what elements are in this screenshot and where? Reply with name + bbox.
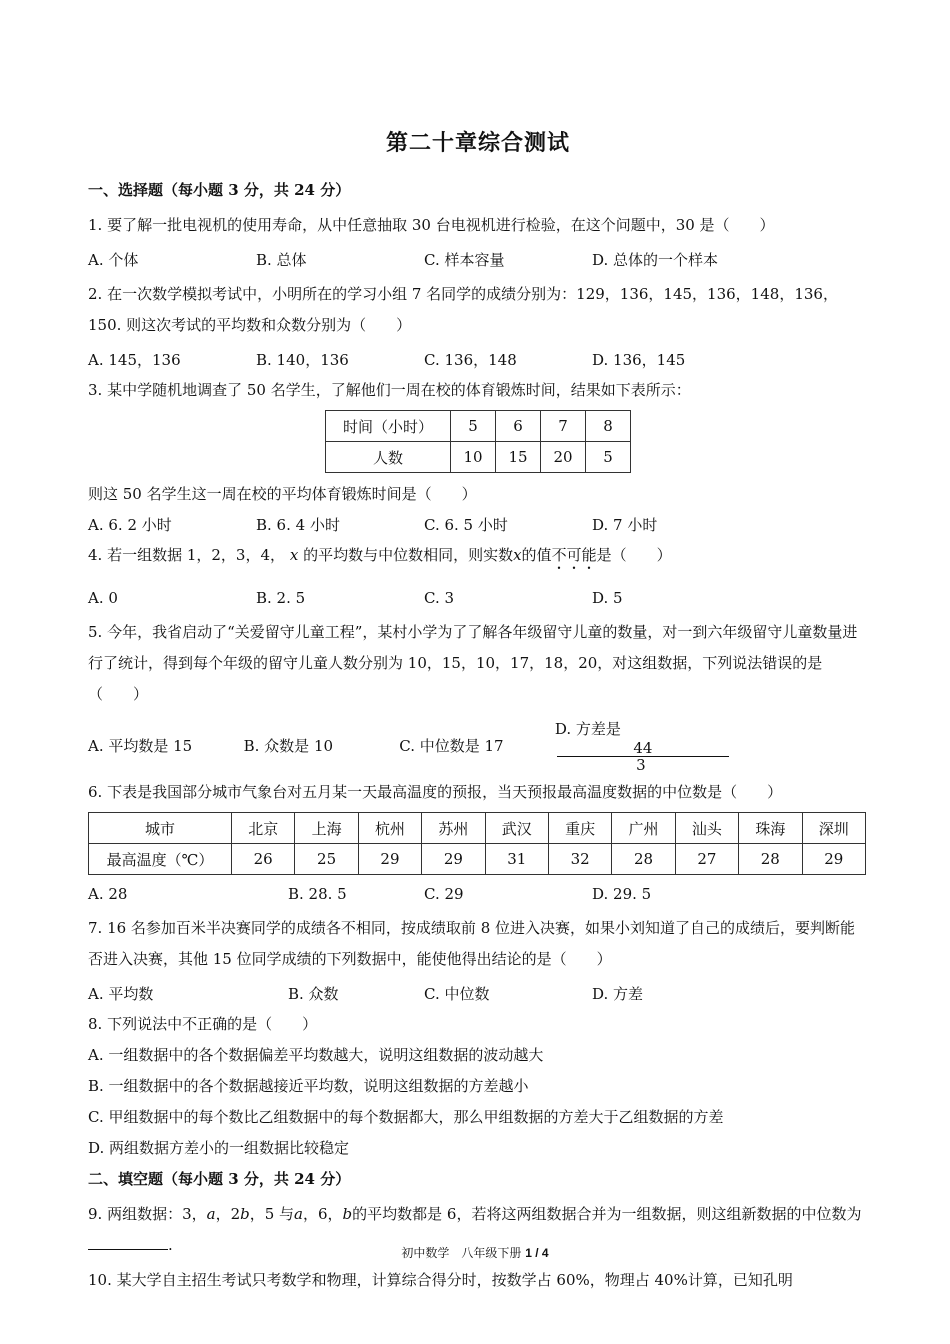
question-4-options (88, 587, 868, 609)
fraction (557, 740, 725, 773)
option-b: B. 28. 5 (288, 885, 347, 903)
option-d: D. 总体的一个样本 (592, 251, 719, 269)
option-c: C. 29 (424, 885, 464, 903)
section-fill-heading: 二、填空题（每小题 3 分，共 24 分） (88, 1170, 351, 1188)
question-6: 6. 下表是我国部分城市气象台对五月某一天最高温度的预报，当天预报最高温度数据的中位数是（ ） (88, 783, 783, 801)
table-row (326, 411, 631, 442)
option-a: A. 145，136 (88, 351, 181, 369)
table-row (89, 844, 866, 875)
table-cell: 32 (548, 844, 611, 875)
option-c: C. 中位数是 17 (399, 736, 504, 755)
table-cell: 25 (295, 844, 358, 875)
table-cell: 苏州 (422, 813, 485, 844)
fraction-numerator: 44 (557, 740, 729, 757)
question-7-options (88, 983, 868, 1005)
option-d: D. 136，145 (592, 351, 686, 369)
table-cell: 5 (451, 411, 496, 442)
variable-x: x (513, 546, 522, 564)
option-c: C. 6. 5 小时 (424, 516, 508, 534)
table-cell: 7 (541, 411, 586, 442)
question-10: 10. 某大学自主招生考试只考数学和物理，计算综合得分时，按数学占 60%，物理占 40%计算，已知孔明 (88, 1271, 793, 1289)
question-3-options (88, 514, 868, 536)
option-a: A. 个体 (88, 251, 139, 269)
option-d: D. 7 小时 (592, 516, 658, 534)
option-c: C. 中位数 (424, 985, 490, 1003)
variable-a: a (206, 1205, 216, 1223)
footer-text: 初中数学 八年级下册 (401, 1246, 522, 1260)
variable-a: a (294, 1205, 303, 1223)
question-2-options (88, 349, 868, 371)
option-c: C. 3 (424, 589, 455, 607)
option-d: D. 29. 5 (592, 885, 652, 903)
table-cell: 29 (422, 844, 485, 875)
option-c: C. 甲组数据中的每个数比乙组数据中的每个数据都大，那么甲组数据的方差大于乙组数据的方差 (88, 1108, 724, 1126)
table-cell: 杭州 (358, 813, 421, 844)
table-cell: 15 (496, 442, 541, 473)
table-cell: 北京 (232, 813, 295, 844)
option-b: B. 众数是 10 (243, 736, 334, 755)
option-d-text: D. 方差是 (554, 720, 621, 738)
option-a: A. 6. 2 小时 (88, 516, 172, 534)
page-footer (0, 1244, 950, 1261)
table-cell: 汕头 (675, 813, 738, 844)
question-4-text: 的值 (521, 546, 552, 564)
table-cell: 人数 (326, 442, 451, 473)
variable-b: b (240, 1205, 250, 1223)
table-cell: 8 (586, 411, 631, 442)
table-row (89, 813, 866, 844)
exam-page (88, 118, 868, 1300)
table-cell: 28 (739, 844, 802, 875)
section-choice-heading: 一、选择题（每小题 3 分，共 24 分） (88, 181, 351, 199)
question-1: 1. 要了解一批电视机的使用寿命，从中任意抽取 30 台电视机进行检验，在这个问题中，30 是（ ） (88, 216, 775, 234)
question-5-options (88, 718, 868, 773)
option-a: A. 平均数是 15 (88, 736, 193, 755)
question-9-text: ，5 与 (249, 1205, 295, 1223)
option-b: B. 2. 5 (256, 589, 306, 607)
question-2: 2. 在一次数学模拟考试中，小明所在的学习小组 7 名同学的成绩分别为：129，136，145，136，148，136，150. 则这次考试的平均数和众数分别为（ ） (88, 285, 838, 334)
question-4-text: 的平均数与中位数相同，则实数 (303, 546, 514, 564)
question-9-text: ，6， (303, 1205, 343, 1223)
question-4 (88, 544, 868, 573)
option-a: A. 平均数 (88, 985, 154, 1003)
option-d: D. 5 (592, 589, 623, 607)
table-row (326, 442, 631, 473)
question-4-text: 4. 若一组数据 1，2，3，4， (88, 546, 286, 564)
table-cell: 城市 (89, 813, 232, 844)
page-title: 第二十章综合测试 (385, 130, 570, 156)
question-7: 7. 16 名参加百米半决赛同学的成绩各不相同，按成绩取前 8 位进入决赛，如果小刘知道了自己的成绩后，要判断能否进入决赛，其他 15 位同学成绩的下列数据中，能使他得出结论的是（ ） (88, 919, 856, 968)
table-cell: 重庆 (548, 813, 611, 844)
option-d: D. 方差 (592, 985, 644, 1003)
table-cell: 28 (612, 844, 675, 875)
option-b: B. 140，136 (256, 351, 349, 369)
table-cell: 29 (358, 844, 421, 875)
page-number: 1 / 4 (525, 1246, 549, 1260)
option-b: B. 众数 (288, 985, 339, 1003)
option-a: A. 0 (88, 589, 118, 607)
emphasis-text: 不可能 (551, 546, 597, 564)
table-cell: 29 (802, 844, 865, 875)
table-cell: 6 (496, 411, 541, 442)
option-c: C. 136，148 (424, 351, 517, 369)
table-cell: 深圳 (802, 813, 865, 844)
table-cell: 27 (675, 844, 738, 875)
question-3-prompt: 则这 50 名学生这一周在校的平均体育锻炼时间是（ ） (88, 485, 477, 503)
option-d (555, 718, 868, 773)
table-cell: 5 (586, 442, 631, 473)
fraction-denominator: 3 (636, 756, 646, 774)
table-cell: 20 (541, 442, 586, 473)
table-cell: 珠海 (739, 813, 802, 844)
table-cell: 31 (485, 844, 548, 875)
table-cell: 时间（小时） (326, 411, 451, 442)
question-9-text: ，2 (215, 1205, 241, 1223)
question-1-options (88, 249, 868, 271)
question-9-text: 的平均数都是 6，若将这两组数据合并为一组数据，则这组新数据的中位数为 (352, 1205, 862, 1223)
question-3: 3. 某中学随机地调查了 50 名学生，了解他们一周在校的体育锻炼时间，结果如下表所示： (88, 381, 691, 399)
question-6-options (88, 883, 868, 905)
variable-b: b (342, 1205, 353, 1223)
variable-x: x (289, 546, 299, 564)
question-5: 5. 今年，我省启动了“关爱留守儿童工程”，某村小学为了了解各年级留守儿童的数量，对一到六年级留守儿童数量进行了统计，得到每个年级的留守儿童人数分别为 10，15，10，17，18，20，对这组数据，下列说法错误的是（ ） (88, 623, 858, 703)
table-cell: 广州 (612, 813, 675, 844)
city-temperature-table (88, 812, 866, 875)
option-b: B. 一组数据中的各个数据越接近平均数，说明这组数据的方差越小 (88, 1077, 529, 1095)
option-b: B. 总体 (256, 251, 307, 269)
table-cell: 上海 (295, 813, 358, 844)
table-cell: 武汉 (485, 813, 548, 844)
option-a: A. 一组数据中的各个数据偏差平均数越大，说明这组数据的波动越大 (88, 1046, 544, 1064)
table-cell: 最高温度（℃） (89, 844, 232, 875)
question-4-text: 是（ ） (596, 546, 672, 564)
option-d: D. 两组数据方差小的一组数据比较稳定 (88, 1139, 350, 1157)
option-a: A. 28 (88, 885, 128, 903)
exercise-time-table (325, 410, 631, 473)
table-cell: 10 (451, 442, 496, 473)
question-8: 8. 下列说法中不正确的是（ ） (88, 1015, 318, 1033)
question-9-text: . (168, 1236, 173, 1254)
option-c: C. 样本容量 (424, 251, 505, 269)
option-b: B. 6. 4 小时 (256, 516, 340, 534)
table-cell: 26 (232, 844, 295, 875)
question-9-text: 9. 两组数据：3， (88, 1205, 207, 1223)
